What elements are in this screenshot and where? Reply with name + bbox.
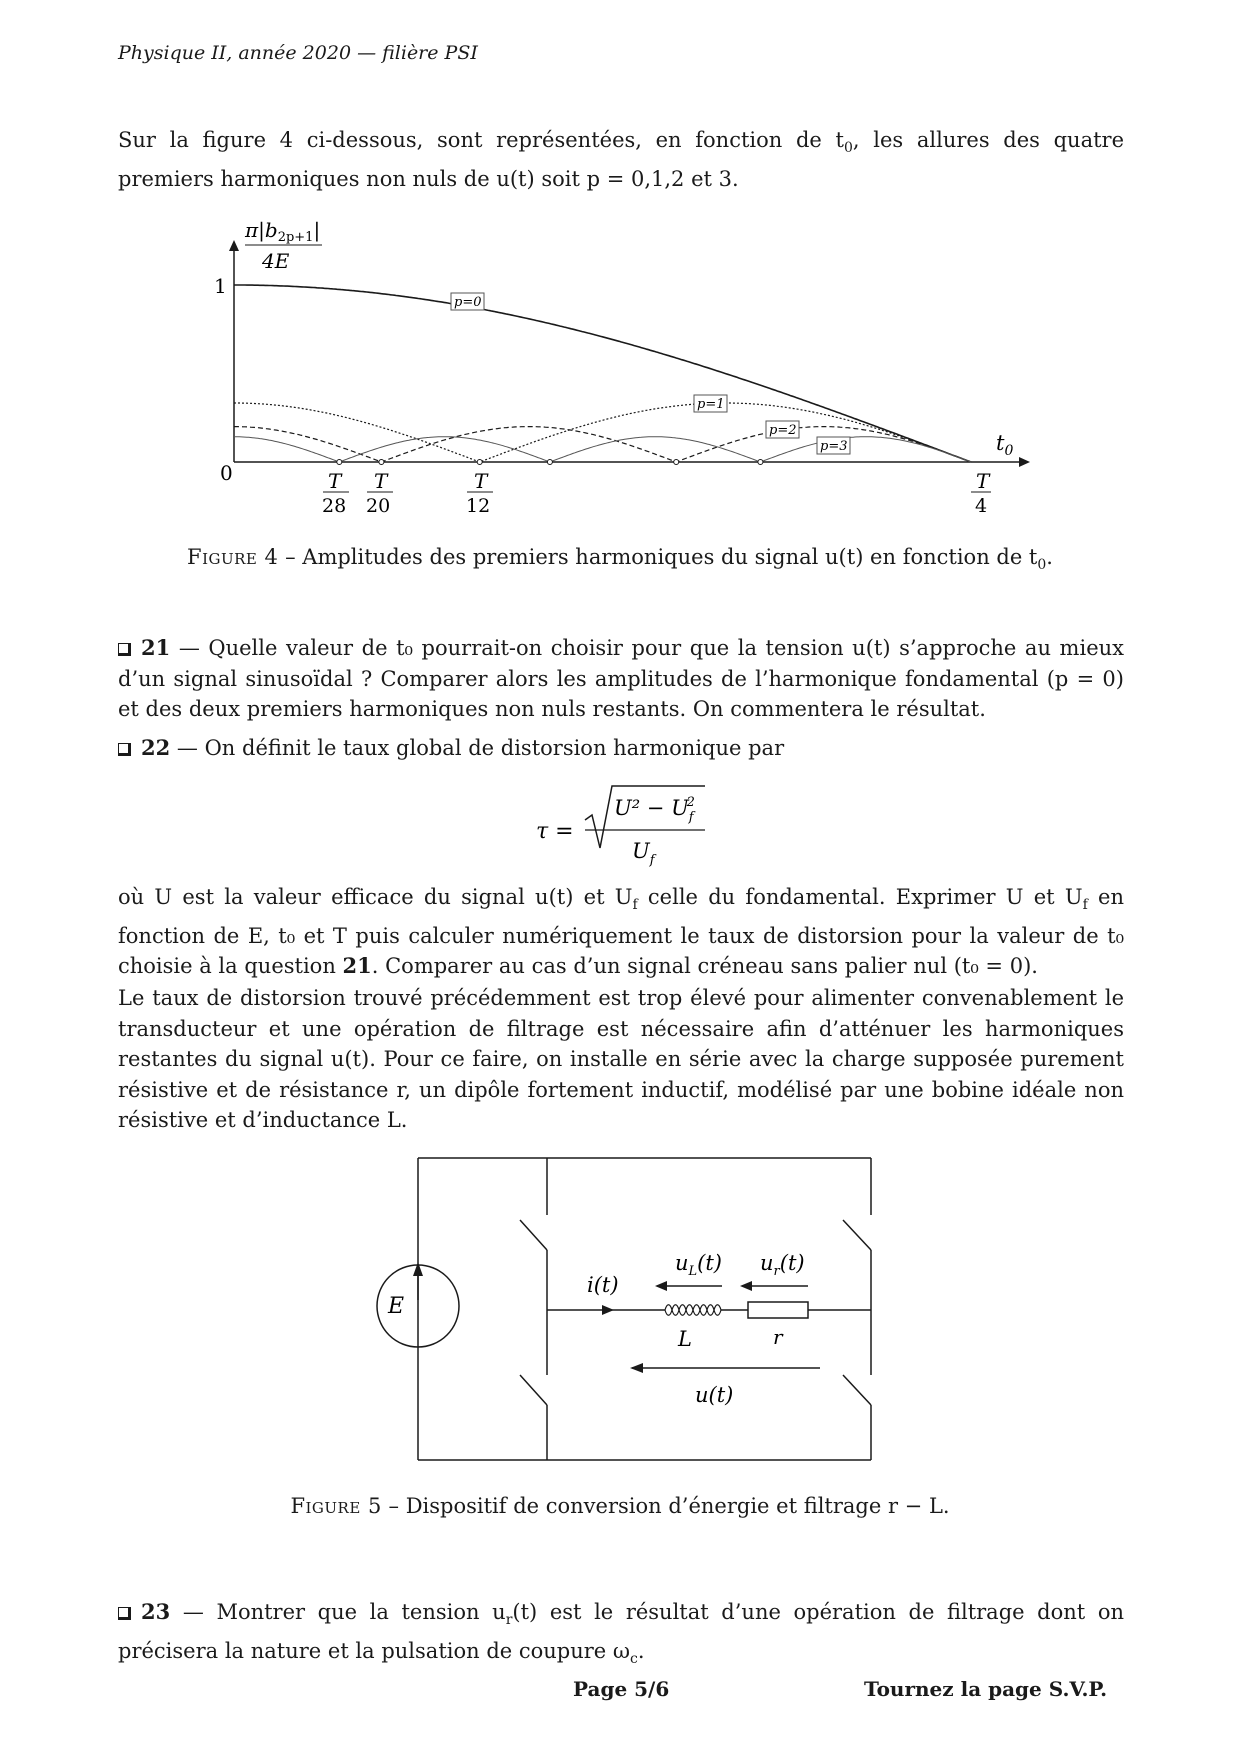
page-number: Page 5/6	[573, 1677, 670, 1701]
svg-text:p=3: p=3	[820, 439, 848, 454]
ylabel-denominator: 4E	[262, 249, 290, 273]
checkbox-icon	[118, 1607, 131, 1620]
x-axis-label: $t_0$	[996, 431, 1014, 459]
svg-text:U² − Uf2: $U^2 - U_f2$	[614, 795, 695, 825]
y-tick-1: 1	[214, 274, 227, 298]
turn-page-note: Tournez la page S.V.P.	[864, 1677, 1108, 1701]
svg-text:T: T	[976, 469, 990, 493]
figure4-caption: Figure 4 – Amplitudes des premiers harmoniques du signal u(t) en fonction de $t_0$.	[187, 545, 1053, 574]
svg-text:τ =: τ =	[536, 819, 574, 844]
question-23: 23 — Montrer que la tension $u_r(t)$ est le résultat d’une opération de filtrage dont on précisera la nature et la pulsation de coupure $\omega_c$.	[118, 1599, 1124, 1667]
question-22: 22 — On définit le taux global de distorsion harmonique par	[118, 733, 1124, 764]
svg-text:T: T	[474, 469, 488, 493]
ylabel-numerator: $\pi|b_{2p+1}|$	[245, 218, 321, 245]
svg-text:p=1: p=1	[697, 397, 725, 412]
svg-text:uL(t): $u_L(t)$	[675, 1251, 722, 1279]
question-21: 21 — Quelle valeur de t₀ pourrait-on choisir pour que la tension u(t) s’approche au mieux d’un signal sinusoïdal ? Comparer alors les amplitudes de l’harmonique fondamental (p = 0) et des deux premiers harmoniques non nuls restants. On commentera le résultat.	[118, 635, 1124, 721]
svg-text:u(t): u(t)	[695, 1383, 734, 1407]
svg-text:12: 12	[466, 495, 491, 517]
svg-text:Uf: $U_f$	[632, 839, 655, 868]
svg-text:20: 20	[366, 495, 391, 517]
svg-text:T: T	[374, 469, 388, 493]
filter-paragraph: Le taux de distorsion trouvé précédemment est trop élevé pour alimenter convenablement le transducteur et une opération de filtrage est nécessaire afin d’atténuer les harmoniques restantes du signal u(t). Pour ce faire, on installe en série avec la charge supposée purement résistive et de résistance r, un dipôle fortement inductif, modélisé par une bobine idéale non résistive et d’inductance L.	[118, 986, 1124, 1132]
svg-text:E: E	[388, 1294, 405, 1319]
svg-text:r: r	[773, 1325, 783, 1349]
svg-text:28: 28	[322, 495, 347, 517]
intro-paragraph: Sur la figure 4 ci-dessous, sont représentées, en fonction de $t_0$, les allures des quatre premiers harmoniques non nuls de u(t) soit p = 0,1,2 et 3.	[118, 128, 1125, 191]
svg-text:p=2: p=2	[769, 423, 797, 438]
page-header: Physique II, année 2020 — filière PSI	[118, 42, 478, 64]
inductor	[665, 1305, 721, 1316]
svg-text:L: L	[678, 1327, 692, 1351]
figure5-caption: Figure 5 – Dispositif de conversion d’énergie et filtrage r − L.	[290, 1494, 950, 1518]
resistor	[748, 1302, 808, 1318]
svg-text:p=0: p=0	[454, 295, 482, 310]
svg-text:4: 4	[975, 495, 988, 517]
svg-text:i(t): i(t)	[587, 1273, 619, 1297]
svg-text:ur(t): $u_r(t)$	[760, 1251, 805, 1279]
svg-text:T: T	[328, 469, 342, 493]
question-22-continued: où U est la valeur efficace du signal u(t) et $U_f$ celle du fondamental. Exprimer U et $U_f$ en fonction de E, t₀ et T puis calculer numériquement le taux de distorsion pour la valeur de t₀ choisie à la question 21. Comparer au cas d’un signal créneau sans palier nul (t₀ = 0).	[118, 885, 1124, 979]
y-tick-0: 0	[220, 461, 233, 485]
